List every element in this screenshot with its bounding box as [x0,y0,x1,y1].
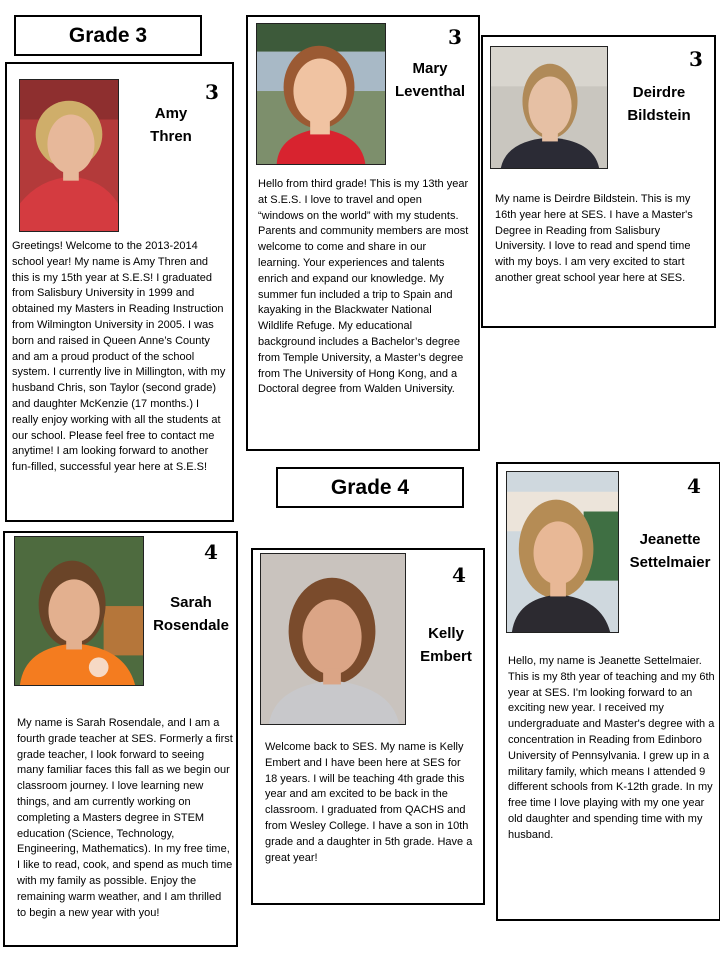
grade-number: 3 [448,25,462,49]
teacher-bio: Hello, my name is Jeanette Settelmaier. This is my 8th year of teaching and my 6th year at SES. I'm looking forward to an exciting new year. I received my undergraduate and Master's degree with a concentration in Reading from Edinboro University of Pennsylvania. I grew up in a military family, which means I attended 9 different schools from K-12th grade. In my free time I love playing with my one year old daughter and spending time with my husband. [508,655,715,841]
grade-number: 4 [452,563,466,587]
teacher-photo [256,23,386,165]
teacher-bio: Welcome back to SES. My name is Kelly Embert and I have been here at SES for 18 years. I will be teaching 4th grade this year and am excited to be back in the classroom. I graduated from QACHS and from Wesley College. I have a son in 10th grade and a daughter in 5th grade. Have a great year! [265,741,473,864]
teacher-first-name: Kelly [428,625,464,642]
grade-number: 4 [204,540,218,564]
teacher-card-kelly-embert [251,548,485,905]
teacher-photo [490,46,608,169]
teacher-bio: Greetings! Welcome to the 2013-2014 school year! My name is Amy Thren and this is my 15th year at S.E.S! I graduated from Salisbury University in 1999 and obtained my Masters in Reading Instruction from Wilmington University in 2005. I was born and raised in Queen Anne’s County and am a proud product of the school system. I currently live in Millington, with my husband Chris, son Taylor (second grade) and daughter McKenzie (17 months.) I really enjoy working with all the students at our school. Please feel free to contact me anytime! I am looking forward to another fun-filled, successful year here at S.E.S! [12,240,226,474]
teacher-card-mary-leventhal [246,15,480,451]
teacher-name [407,622,485,668]
teacher-last-name: Settelmaier [629,554,711,571]
grade-number: 3 [205,80,219,104]
teacher-last-name: Embert [420,648,472,665]
grade-number: 4 [687,474,701,498]
teacher-photo [14,536,144,686]
teacher-photo [506,471,619,633]
teacher-bio: Hello from third grade! This is my 13th year at S.E.S. I love to travel and open “windows on the world” with my students. Parents and community members are most welcome to come and share in our learning. Your experiences and talents enrich and expand our knowledge. My summer fun included a trip to Spain and kayaking in the Blackwater National Wildlife Refuge. My educational background includes a Bachelor’s degree from Temple University, a Master’s degree from The University of Hong Kong, and a Doctoral degree from Walden University. [258,178,469,396]
teacher-name [125,102,217,148]
grade-number: 3 [689,47,703,71]
teacher-first-name: Sarah [170,594,212,611]
teacher-photo [19,79,119,232]
teacher-bio: My name is Deirdre Bildstein. This is my 16th year here at SES. I have a Master's Degree in Reading from Salisbury University. I love to read and spend time with my boys. I am very excited to start another great school year here at SES. [495,193,693,284]
teacher-photo [260,553,406,725]
teacher-first-name: Amy [154,105,188,122]
teacher-first-name: Mary [412,60,448,77]
teacher-card-sarah-rosendale [3,531,238,947]
teacher-name [386,57,474,103]
teacher-card-deirdre-bildstein [481,35,716,328]
grade-3-label: Grade 3 [14,15,202,56]
teacher-first-name: Jeanette [639,531,701,548]
teacher-card-amy-thren [5,62,234,522]
teacher-name [143,591,239,637]
teacher-first-name: Deirdre [632,84,686,101]
teacher-name [611,81,707,127]
teacher-name [618,528,720,574]
teacher-bio: My name is Sarah Rosendale, and I am a fourth grade teacher at SES. Formerly a first grade teacher, I look forward to seeing many familiar faces this fall as we begin our classroom journey. I love learning new things, and am currently working on completing a Masters degree in STEM education (Science, Technology, Engineering, Mathematics). In my free time, I like to read, cook, and spend as much time with my family as possible. Enjoy the remaining warm weather, and I am thrilled to begin a new year with you! [17,717,233,919]
teacher-last-name: Leventhal [394,83,466,100]
teacher-last-name: Bildstein [627,107,691,124]
teacher-card-jeanette-settelmaier [496,462,720,921]
teacher-last-name: Rosendale [153,617,229,634]
grade-4-label: Grade 4 [276,467,464,508]
teacher-last-name: Thren [150,128,192,145]
